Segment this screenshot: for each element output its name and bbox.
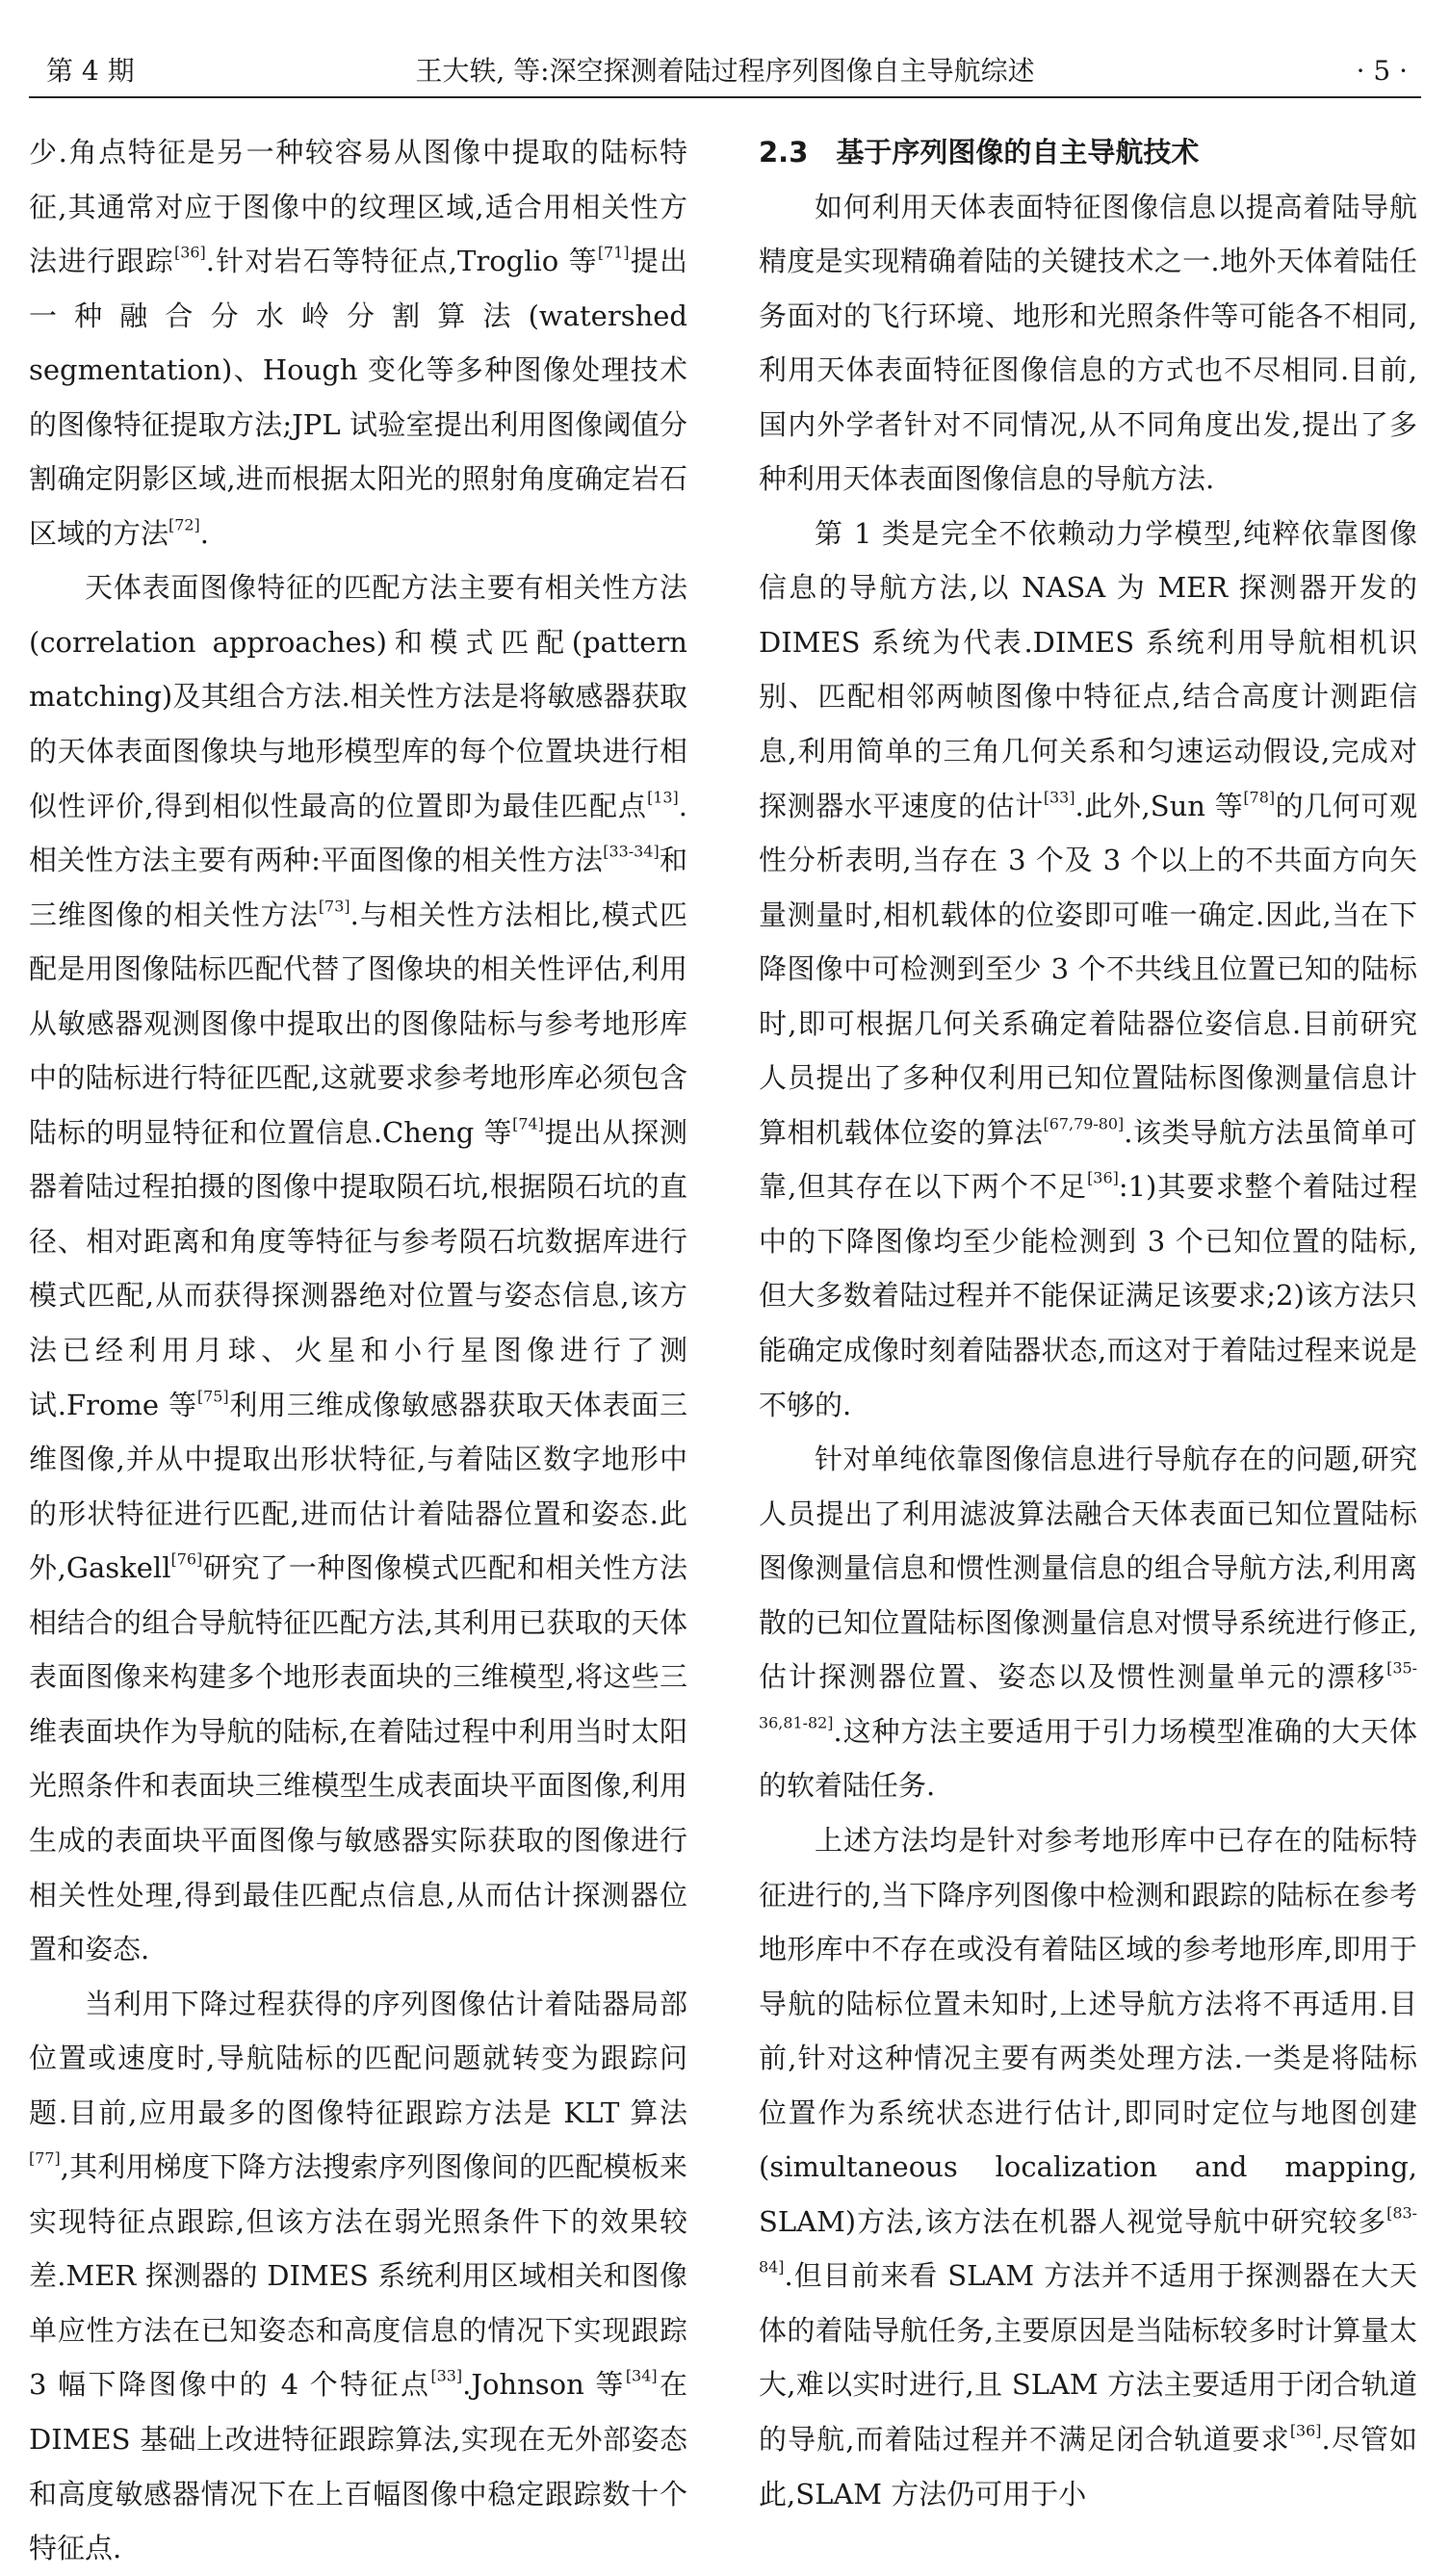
citation-ref: [33] — [1043, 788, 1075, 807]
paragraph-text: 如何利用天体表面特征图像信息以提高着陆导航精度是实现精确着陆的关键技术之一.地外天体着陆任务面对的飞行环境、地形和光照条件等可能各不相同,利用天体表面特征图像信息的方式也不尽相同.目前,国内外学者针对不同情况,从不同角度出发,提出了多种利用天体表面图像信息的导航方法. — [759, 190, 1417, 496]
citation-ref: [83-84] — [759, 2203, 1417, 2277]
running-title: 王大轶, 等:深空探测着陆过程序列图像自主导航综述 — [415, 55, 1035, 87]
citation-ref: [13] — [647, 788, 679, 807]
paragraph-text: .但目前来看 SLAM 方法并不适用于探测器在大天体的着陆导航任务,主要原因是当陆标较多时计算量太大,难以实时进行,且 SLAM 方法主要适用于闭合轨道的导航,而着陆过程并不满足闭合轨道要求 — [759, 2259, 1417, 2456]
paragraph-text: 少.角点特征是另一种较容易从图像中提取的陆标特征,其通常对应于图像中的纹理区域,适合用相关性方法进行跟踪 — [29, 136, 687, 278]
paragraph-text: 上述方法均是针对参考地形库中已存在的陆标特征进行的,当下降序列图像中检测和跟踪的陆标在参考地形库中不存在或没有着陆区域的参考地形库,即用于导航的陆标位置未知时,上述导航方法将不再适用.目前,针对这种情况主要有两类处理方法.一类是将陆标位置作为系统状态进行估计,即同时定位与地图创建(simultaneous localization and mapping, SLAM)方法,该方法在机器人视觉导航中研究较多 — [759, 1823, 1417, 2238]
citation-ref: [36] — [1289, 2421, 1322, 2440]
paragraph — [29, 560, 687, 1976]
citation-ref: [36] — [174, 243, 206, 262]
paragraph-text: :1)其要求整个着陆过程中的下降图像均至少能检测到 3 个已知位置的陆标,但大多数着陆过程并不能保证满足该要求;2)该方法只能确定成像时刻着陆器状态,而这对于着陆过程来说是不够的. — [759, 1170, 1417, 1421]
paragraph-text: .这种方法主要适用于引力场模型准确的大天体的软着陆任务. — [759, 1714, 1417, 1803]
paragraph-text: 在 DIMES 基础上改进特征跟踪算法,实现在无外部姿态和高度敏感器情况下在上百幅图像中稳定跟踪数十个特征点. — [29, 2368, 687, 2565]
citation-ref: [67,79-80] — [1043, 1114, 1125, 1133]
paragraph-text: 提出一种融合分水岭分割算法(watershed segmentation)、Hough 变化等多种图像处理技术的图像特征提取方法;JPL 试验室提出利用图像阈值分割确定阴影区域,进而根据太阳光的照射角度确定岩石区域的方法 — [29, 245, 687, 550]
citation-ref: [76] — [170, 1549, 203, 1569]
right-column-body — [759, 180, 1417, 2522]
citation-ref: [74] — [512, 1114, 544, 1133]
paragraph-text: ,其利用梯度下降方法搜索序列图像间的匹配模板来实现特征点跟踪,但该方法在弱光照条件下的效果较差.MER 探测器的 DIMES 系统利用区域相关和图像单应性方法在已知姿态和高度信息的情况下实现跟踪 3 幅下降图像中的 4 个特征点 — [29, 2150, 687, 2402]
citation-ref: [33-34] — [603, 842, 660, 861]
citation-ref: [75] — [196, 1387, 229, 1406]
paragraph-text: 天体表面图像特征的匹配方法主要有相关性方法(correlation approaches)和模式匹配(pattern matching)及其组合方法.相关性方法是将敏感器获取的天体表面图像块与地形模型库的每个位置块进行相似性评价,得到相似性最高的位置即为最佳匹配点 — [29, 571, 687, 822]
journal-issue: 第 4 期 — [46, 55, 135, 87]
citation-ref: [77] — [29, 2148, 61, 2168]
section-heading: 2.3 基于序列图像的自主导航技术 — [759, 136, 1200, 169]
paragraph-text: 利用三维成像敏感器获取天体表面三维图像,并从中提取出形状特征,与着陆区数字地形中的形状特征进行匹配,进而估计着陆器位置和姿态.此外,Gaskell — [29, 1388, 687, 1585]
paragraph — [29, 1977, 687, 2576]
paragraph-text: 的几何可观性分析表明,当存在 3 个及 3 个以上的不共面方向矢量测量时,相机载体的位姿即可唯一确定.因此,当在下降图像中可检测到至少 3 个不共线且位置已知的陆标时,即可根据几何关系确定着陆器位姿信息.目前研究人员提出了多种仅利用已知位置陆标图像测量信息计算相机载体位姿的算法 — [759, 789, 1417, 1149]
paragraph-text: .Johnson 等 — [462, 2368, 626, 2402]
paragraph — [759, 1432, 1417, 1813]
paragraph-text: .与相关性方法相比,模式匹配是用图像陆标匹配代替了图像块的相关性评估,利用从敏感器观测图像中提取出的图像陆标与参考地形库中的陆标进行特征匹配,这就要求参考地形库必须包含陆标的明显特征和位置信息.Cheng 等 — [29, 898, 687, 1149]
paragraph-text: 提出从探测器着陆过程拍摄的图像中提取陨石坑,根据陨石坑的直径、相对距离和角度等特征与参考陨石坑数据库进行模式匹配,从而获得探测器绝对位置与姿态信息,该方法已经利用月球、火星和小行星图像进行了测试.Frome 等 — [29, 1115, 687, 1421]
paragraph-text: 和三维图像的相关性方法 — [29, 844, 687, 931]
citation-ref: [72] — [168, 515, 200, 534]
page-header — [29, 46, 1421, 98]
paragraph — [759, 1813, 1417, 2521]
left-column — [29, 125, 687, 2576]
paragraph-text: .相关性方法主要有两种:平面图像的相关性方法 — [29, 789, 687, 877]
citation-ref: [33] — [430, 2366, 463, 2385]
paragraph-text: 研究了一种图像模式匹配和相关性方法相结合的组合导航特征匹配方法,其利用已获取的天体表面图像来构建多个地形表面块的三维模型,将这些三维表面块作为导航的陆标,在着陆过程中利用当时太阳光照条件和表面块三维模型生成表面块平面图像,利用生成的表面块平面图像与敏感器实际获取的图像进行相关性处理,得到最佳匹配点信息,从而估计探测器位置和姿态. — [29, 1551, 687, 1966]
right-column — [759, 125, 1417, 2521]
paragraph-text: .该类导航方法虽简单可靠,但其存在以下两个不足 — [759, 1115, 1417, 1204]
paragraph-text: 针对单纯依靠图像信息进行导航存在的问题,研究人员提出了利用滤波算法融合天体表面已知位置陆标图像测量信息和惯性测量信息的组合导航方法,利用离散的已知位置陆标图像测量信息对惯导系统进行修正,估计探测器位置、姿态以及惯性测量单元的漂移 — [759, 1443, 1417, 1694]
paragraph — [759, 180, 1417, 507]
paragraph-text: .此外,Sun 等 — [1075, 789, 1244, 822]
paragraph-text: 当利用下降过程获得的序列图像估计着陆器局部位置或速度时,导航陆标的匹配问题就转变为跟踪问题.目前,应用最多的图像特征跟踪方法是 KLT 算法 — [29, 1987, 687, 2129]
citation-ref: [78] — [1243, 788, 1276, 807]
citation-ref: [35-36,81-82] — [759, 1658, 1417, 1732]
paragraph-text: 第 1 类是完全不依赖动力学模型,纯粹依靠图像信息的导航方法,以 NASA 为 MER 探测器开发的 DIMES 系统为代表.DIMES 系统利用导航相机识别、匹配相邻两帧图像中特征点,结合高度计测距信息,利用简单的三角几何关系和匀速运动假设,完成对探测器水平速度的估计 — [759, 516, 1417, 822]
paragraph — [29, 125, 687, 560]
citation-ref: [73] — [318, 897, 350, 916]
citation-ref: [71] — [597, 243, 630, 262]
page-number: · 5 · — [1356, 55, 1408, 87]
paragraph — [759, 507, 1417, 1432]
citation-ref: [34] — [625, 2366, 658, 2385]
paragraph-text: .尽管如此,SLAM 方法仍可用于小 — [759, 2422, 1417, 2511]
paragraph-text: . — [199, 516, 209, 550]
paragraph-text: .针对岩石等特征点,Troglio 等 — [205, 245, 598, 278]
citation-ref: [36] — [1087, 1168, 1119, 1187]
